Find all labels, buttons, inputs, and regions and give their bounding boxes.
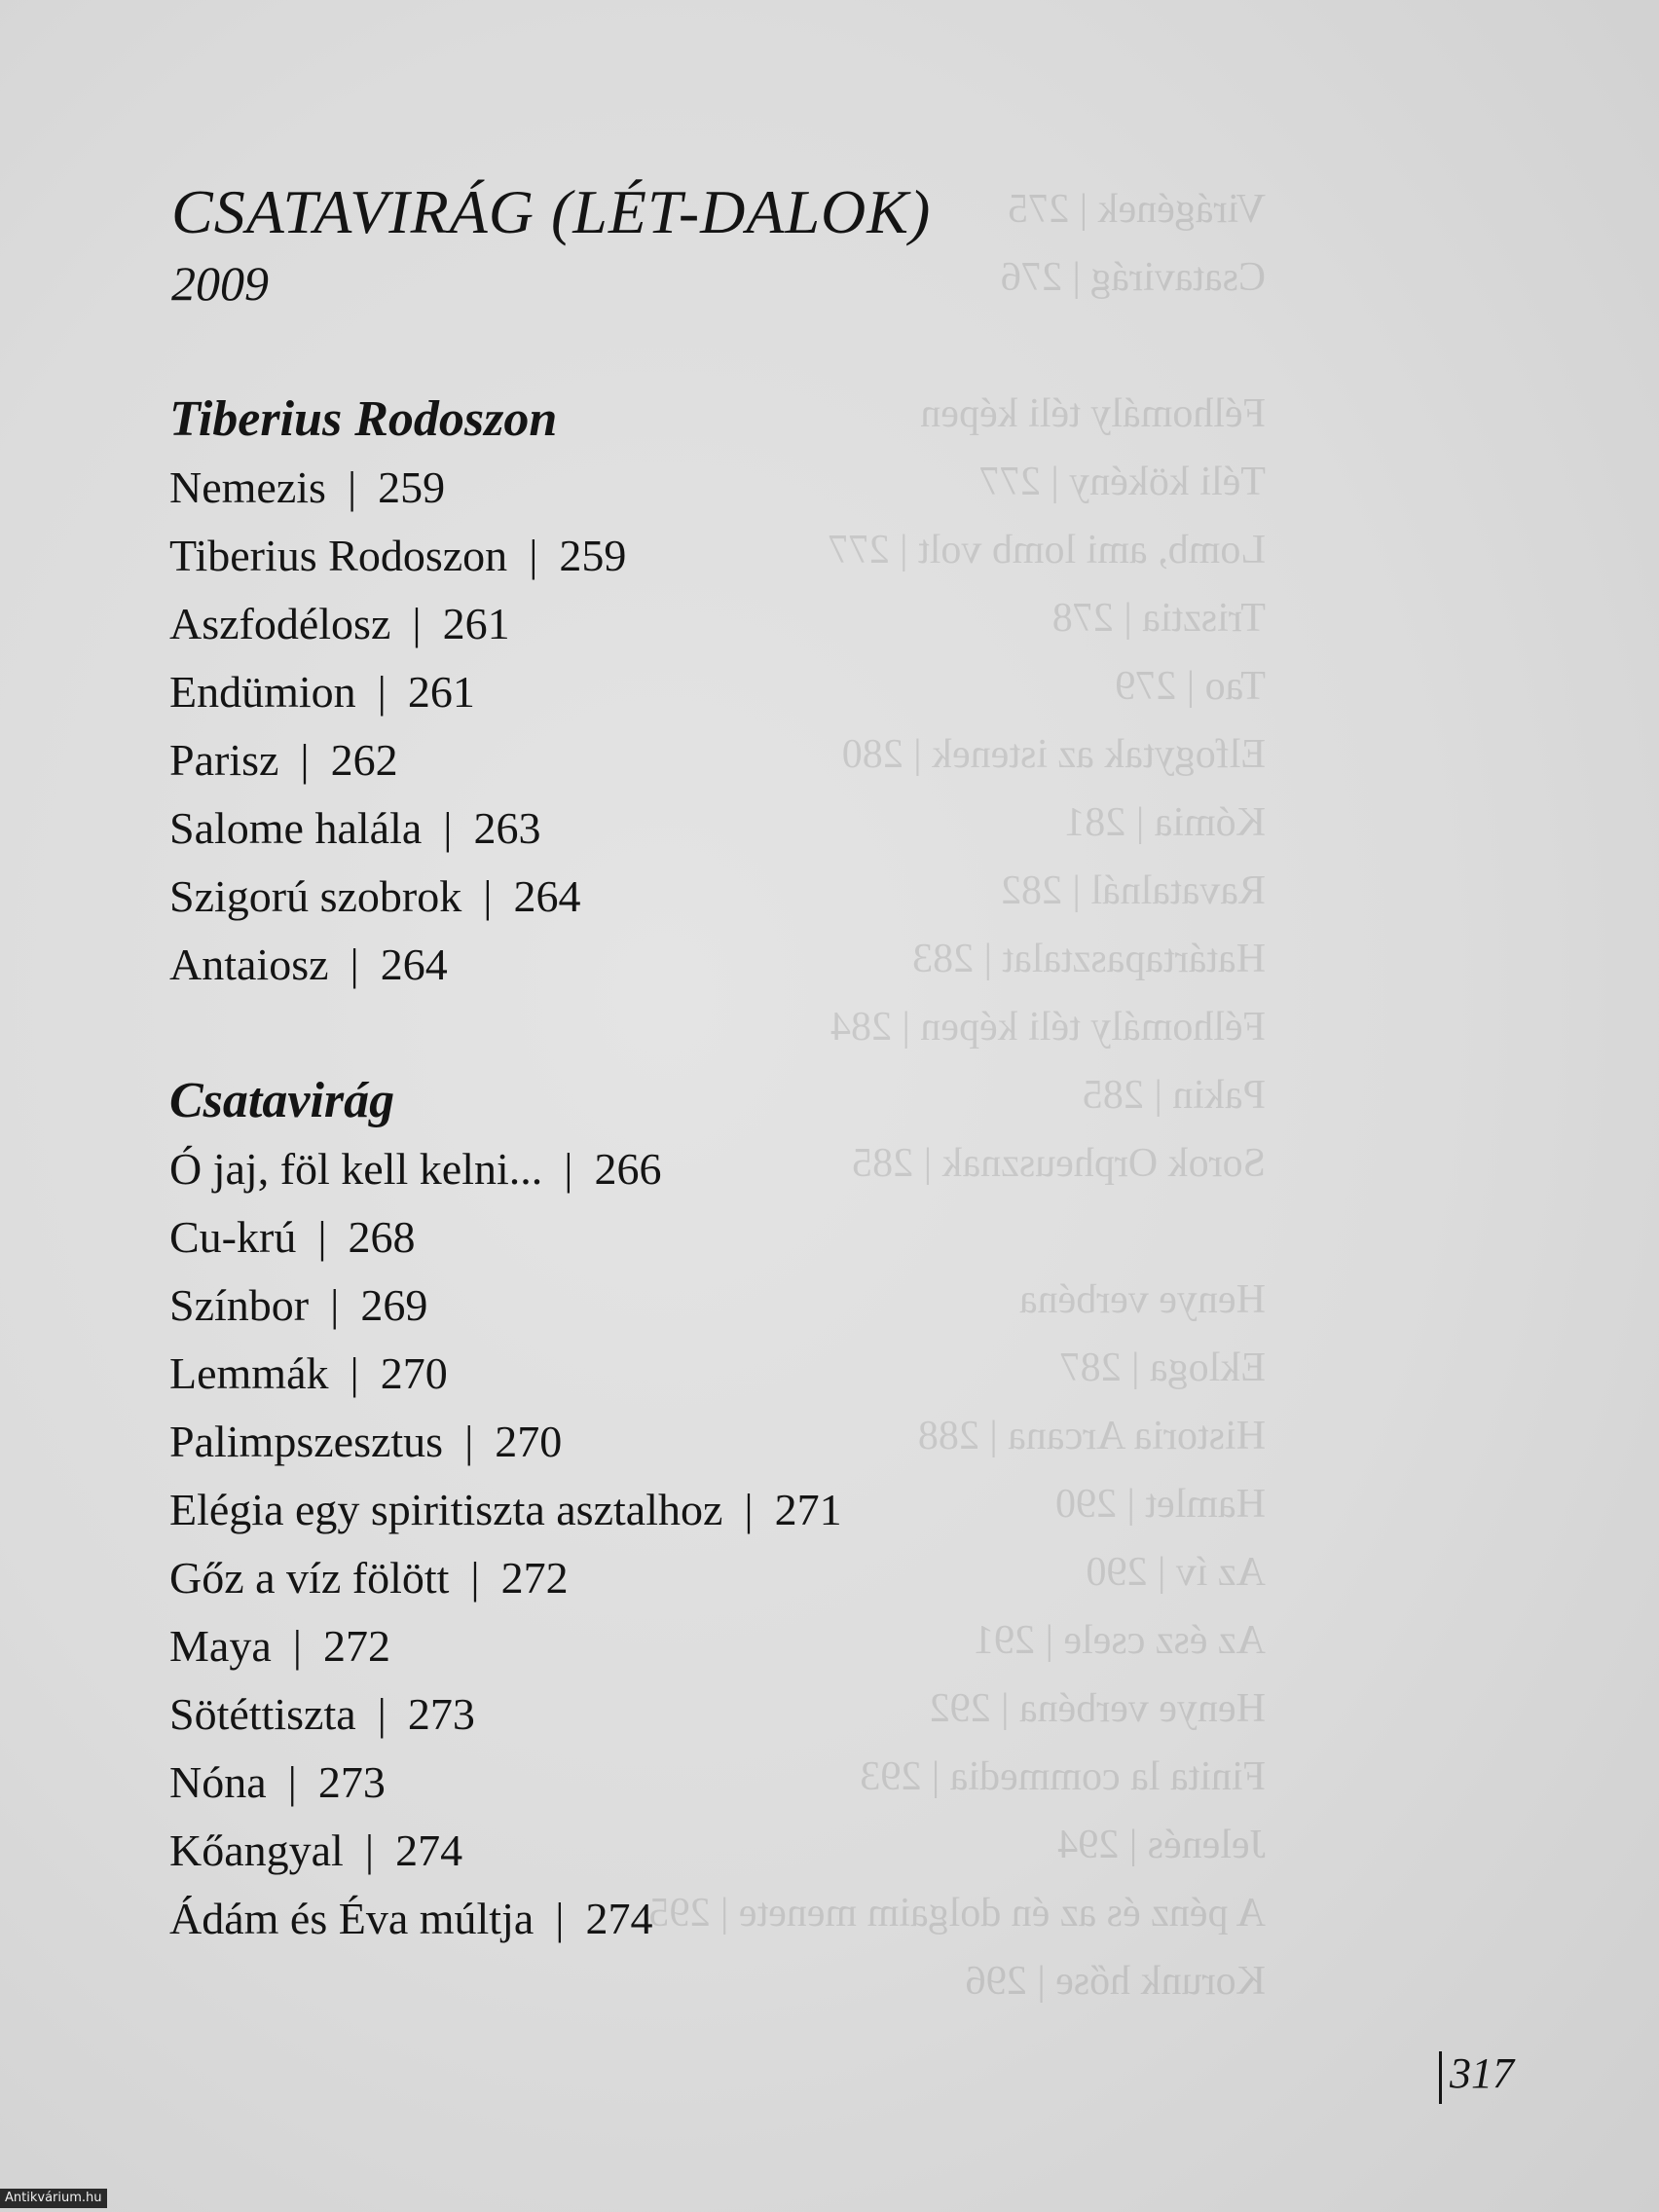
toc-entry [169, 1817, 842, 1885]
toc-list [169, 454, 626, 999]
show-through-line: Henye verbéna [1018, 1277, 1266, 1322]
show-through-line: Félhomály téli képen [920, 391, 1266, 436]
show-through-line: Az ív | 290 [1086, 1550, 1266, 1595]
entry-title: Nemezis [169, 462, 326, 512]
section-title: Csatavirág [169, 1073, 395, 1128]
show-through-line: Henye verbéna | 292 [929, 1686, 1266, 1731]
entry-page: 264 [513, 871, 581, 921]
show-through-line: Hamlet | 290 [1054, 1482, 1266, 1527]
entry-title: Maya [169, 1621, 272, 1671]
entry-title: Palimpszesztus [169, 1417, 444, 1466]
entry-separator: | [464, 1417, 474, 1466]
entry-title: Kőangyal [169, 1825, 344, 1875]
entry-separator: | [377, 667, 387, 717]
show-through-line: Téli kökény | 277 [978, 460, 1266, 504]
entry-separator: | [412, 599, 422, 648]
entry-title: Gőz a víz fölött [169, 1553, 450, 1603]
toc-entry [169, 1680, 842, 1749]
toc-entry [169, 1203, 842, 1272]
entry-page: 268 [348, 1212, 416, 1262]
entry-page: 270 [380, 1348, 448, 1398]
toc-entry [169, 726, 626, 794]
entry-title: Szigorú szobrok [169, 871, 462, 921]
entry-page: 259 [559, 531, 627, 580]
entry-title: Ádám és Éva múltja [169, 1894, 535, 1943]
toc-list [169, 1135, 842, 1953]
show-through-line: Historia Arcana | 288 [917, 1414, 1266, 1458]
show-through-line: Finita la commedia | 293 [860, 1754, 1266, 1799]
toc-entry [169, 1135, 842, 1203]
entry-separator: | [330, 1280, 340, 1330]
watermark: Antikvárium.hu [0, 2189, 107, 2208]
entry-title: Antaiosz [169, 940, 329, 989]
entry-page: 261 [407, 667, 475, 717]
show-through-line: Trisztia | 278 [1051, 596, 1266, 641]
toc-entry [169, 1885, 842, 1953]
entry-separator: | [377, 1689, 387, 1739]
toc-entry [169, 1544, 842, 1612]
show-through-line: Sorok Orpheusznak | 285 [852, 1141, 1266, 1186]
toc-entry [169, 931, 626, 999]
entry-title: Parisz [169, 735, 279, 785]
entry-page: 272 [500, 1553, 569, 1603]
show-through-line: Elfogytak az istenek | 280 [841, 732, 1266, 777]
entry-title: Lemmák [169, 1348, 329, 1398]
show-through-line: Az ész csele | 291 [974, 1618, 1266, 1663]
entry-page: 273 [317, 1757, 386, 1807]
page-number [1439, 2045, 1514, 2104]
entry-title: Sötéttiszta [169, 1689, 356, 1739]
entry-page: 272 [322, 1621, 390, 1671]
entry-separator: | [350, 940, 359, 989]
entry-title: Nóna [169, 1757, 267, 1807]
show-through-line: Csatavirág | 276 [1000, 255, 1266, 300]
entry-page: 269 [360, 1280, 428, 1330]
entry-page: 271 [774, 1485, 842, 1534]
entry-page: 274 [395, 1825, 463, 1875]
section-csatavirag [169, 1067, 842, 1953]
book-year: 2009 [171, 256, 269, 311]
show-through-line: A pénz és az én dolgaim menete | 295 [648, 1891, 1266, 1936]
entry-title: Aszfodélosz [169, 599, 391, 648]
entry-separator: | [443, 803, 453, 853]
entry-separator: | [744, 1485, 754, 1534]
toc-entry [169, 794, 626, 863]
toc-entry [169, 1749, 842, 1817]
toc-entry [169, 1272, 842, 1340]
folio-rule [1439, 2051, 1442, 2104]
entry-title: Ó jaj, föl kell kelni... [169, 1144, 543, 1194]
entry-separator: | [483, 871, 493, 921]
entry-separator: | [350, 1348, 359, 1398]
section-title: Tiberius Rodoszon [169, 391, 558, 447]
show-through-line: Korunk hőse | 296 [965, 1959, 1266, 2004]
entry-title: Salome halála [169, 803, 423, 853]
toc-entry [169, 590, 626, 658]
show-through-line: Ravatalnál | 282 [1001, 868, 1266, 913]
toc-entry [169, 1340, 842, 1408]
entry-separator: | [529, 531, 538, 580]
show-through-line: Ekloga | 287 [1059, 1346, 1266, 1390]
toc-entry [169, 454, 626, 522]
entry-title: Cu-krú [169, 1212, 297, 1262]
entry-title: Színbor [169, 1280, 310, 1330]
show-through-line: Félhomály téli képen | 284 [830, 1005, 1266, 1050]
entry-page: 262 [330, 735, 398, 785]
page-number-text: 317 [1450, 2049, 1514, 2097]
entry-title: Tiberius Rodoszon [169, 531, 508, 580]
show-through-line: Tao | 279 [1115, 664, 1266, 709]
entry-separator: | [300, 735, 310, 785]
toc-entry [169, 1612, 842, 1680]
entry-separator: | [364, 1825, 375, 1875]
section-tiberius-rodoszon [169, 386, 626, 999]
entry-separator: | [470, 1553, 480, 1603]
entry-title: Elégia egy spiritiszta asztalhoz [169, 1485, 723, 1534]
entry-separator: | [317, 1212, 327, 1262]
toc-entry [169, 1476, 842, 1544]
show-through-line: Jelenés | 294 [1057, 1823, 1266, 1867]
entry-page: 259 [378, 462, 446, 512]
book-title: CSATAVIRÁG (LÉT-DALOK) [171, 177, 932, 246]
entry-separator: | [564, 1144, 573, 1194]
show-through-line: Kómia | 281 [1064, 800, 1266, 845]
toc-entry [169, 1408, 842, 1476]
show-through-line: Lomb, ami lomb volt | 277 [828, 528, 1266, 572]
entry-separator: | [287, 1757, 297, 1807]
entry-page: 274 [585, 1894, 653, 1943]
entry-separator: | [292, 1621, 302, 1671]
entry-page: 264 [380, 940, 448, 989]
entry-page: 261 [442, 599, 510, 648]
toc-entry [169, 863, 626, 931]
toc-entry [169, 522, 626, 590]
entry-page: 266 [594, 1144, 662, 1194]
entry-page: 263 [473, 803, 541, 853]
entry-page: 270 [495, 1417, 563, 1466]
entry-page: 273 [407, 1689, 475, 1739]
show-through-line: Virágének | 275 [1008, 187, 1266, 232]
show-through-line: Pakin | 285 [1082, 1073, 1266, 1118]
entry-title: Endümion [169, 667, 356, 717]
entry-separator: | [555, 1894, 565, 1943]
show-through-line [662, 312, 1266, 380]
entry-separator: | [347, 462, 357, 512]
toc-entry [169, 658, 626, 726]
show-through-line: Határtapasztalat | 283 [912, 937, 1266, 981]
